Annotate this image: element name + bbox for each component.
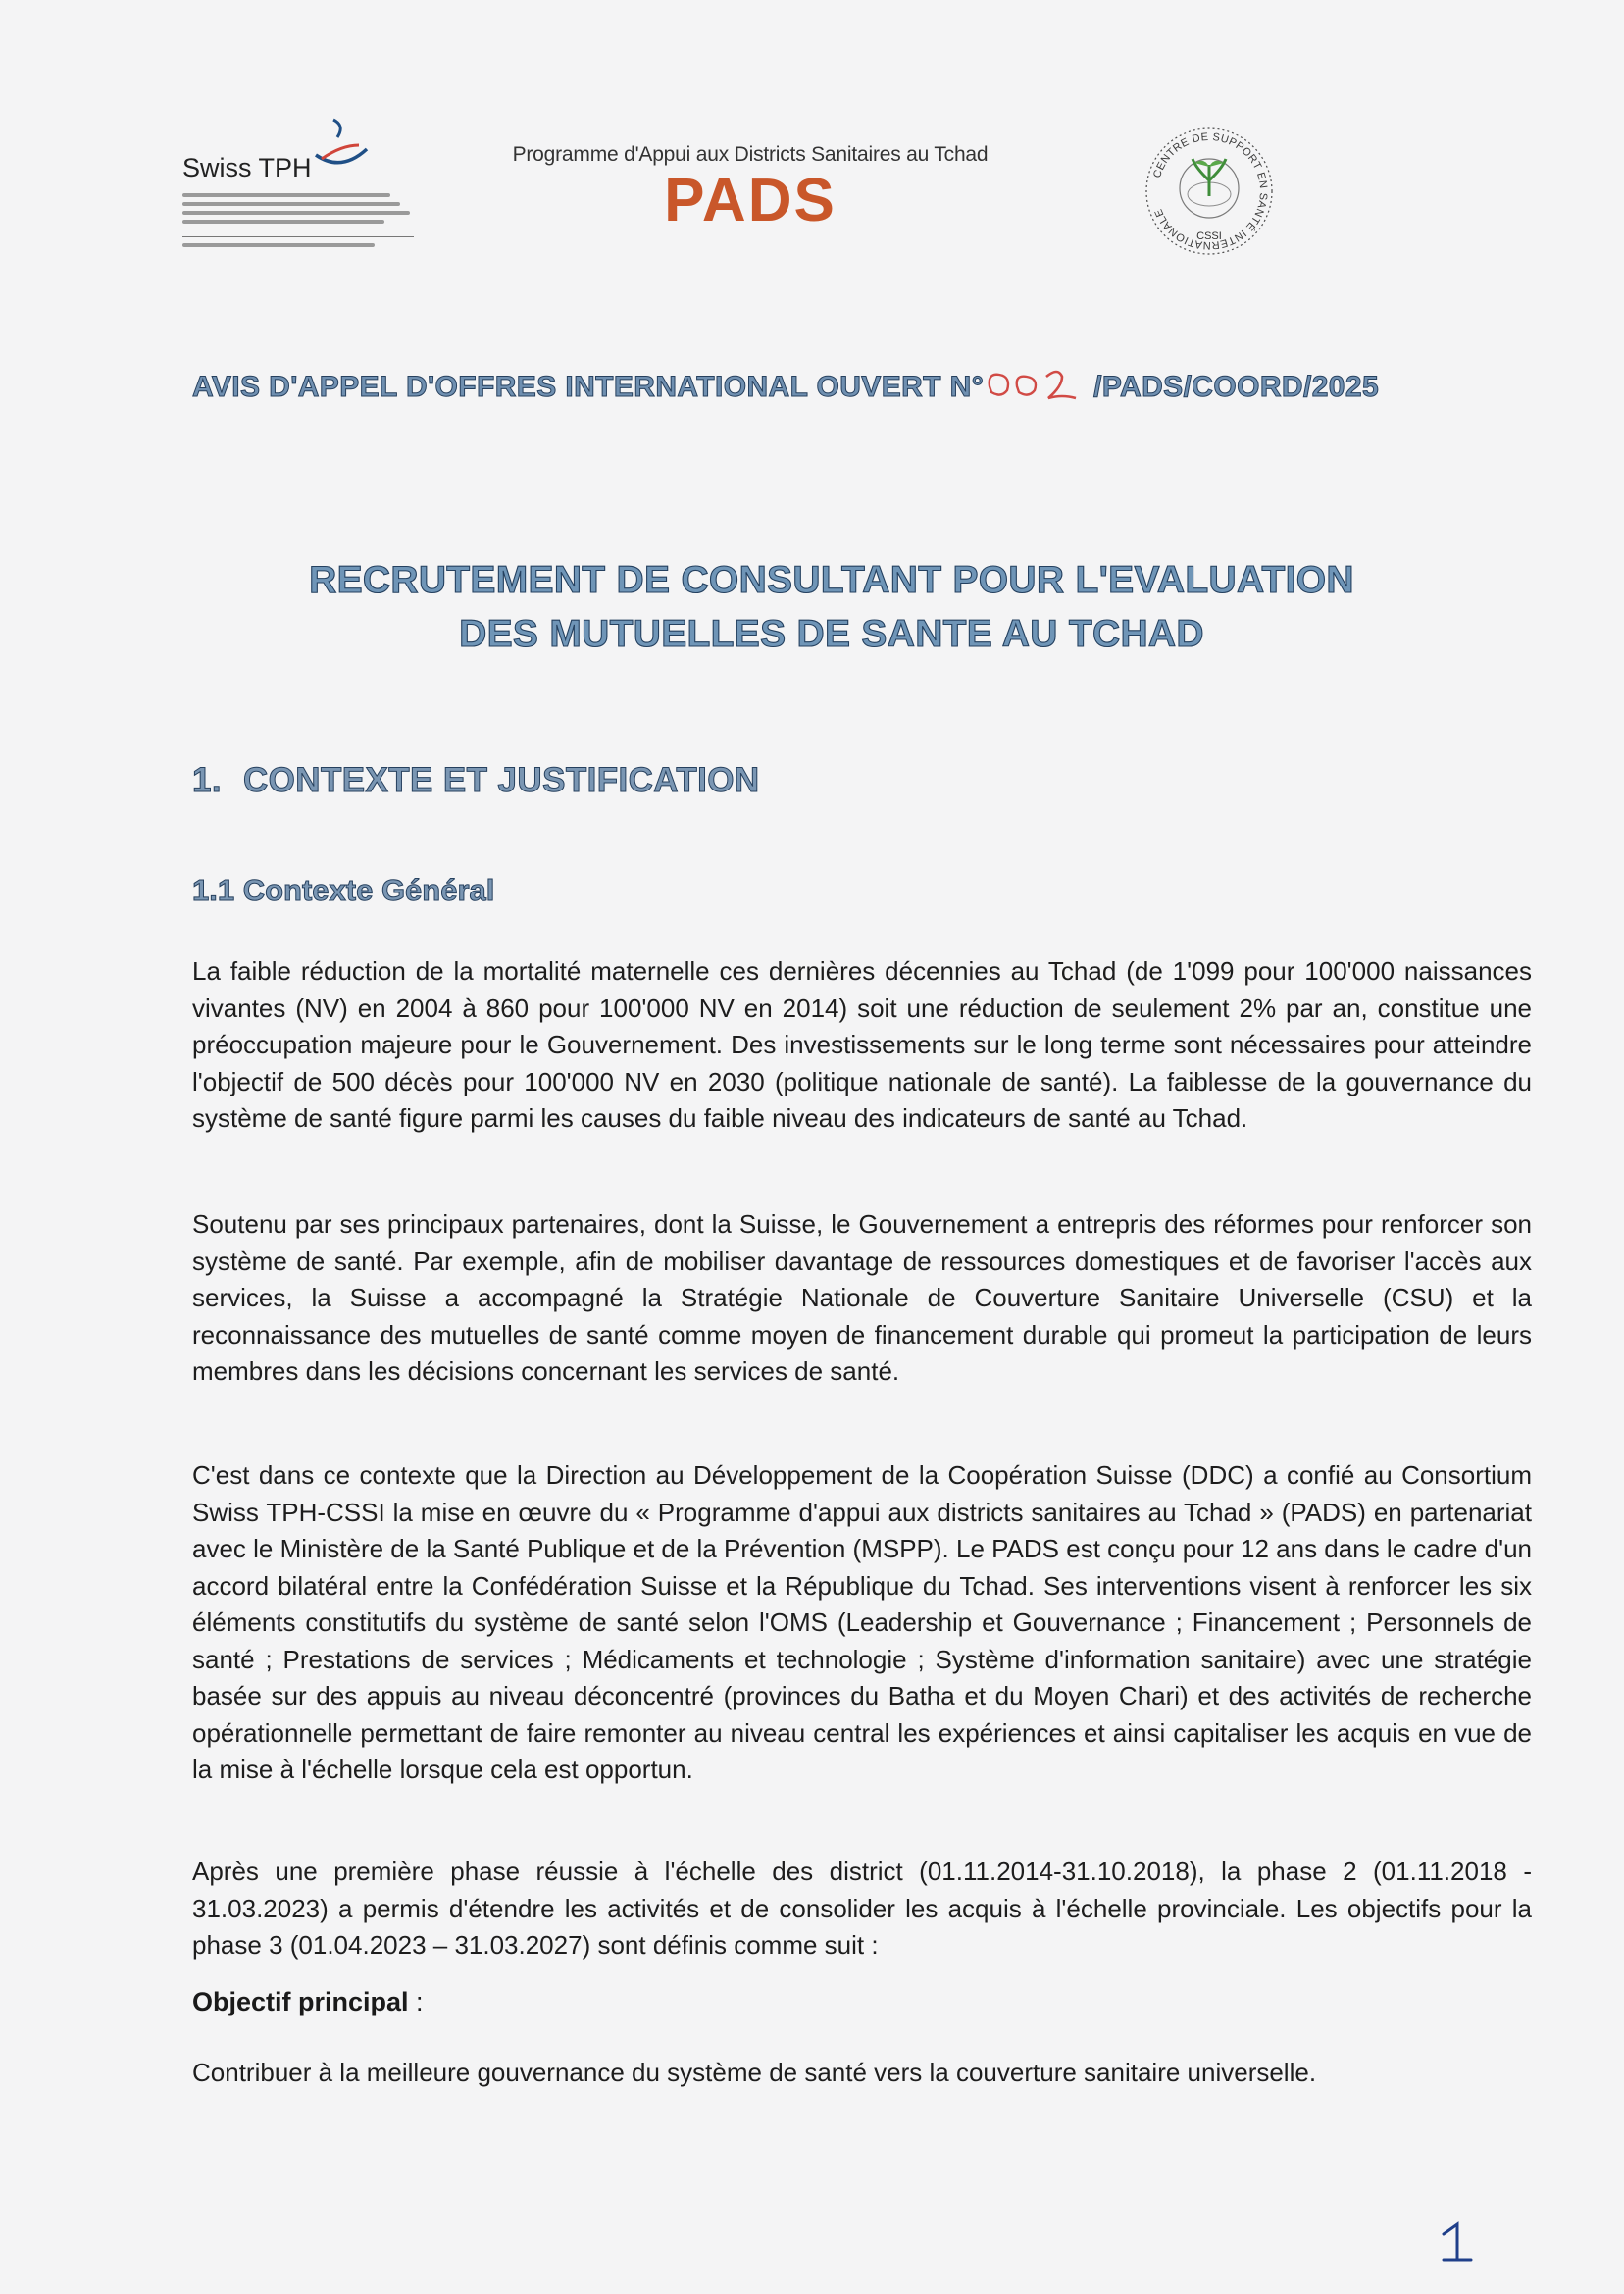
programme-name: Programme d'Appui aux Districts Sanitaires au Tchad — [512, 143, 989, 166]
section-title: CONTEXTE ET JUSTIFICATION — [243, 761, 760, 799]
tender-notice-suffix: /PADS/COORD/2025 — [1093, 371, 1380, 403]
body-paragraph: La faible réduction de la mortalité maternelle ces dernières décennies au Tchad (de 1'099 pour 100'000 naissances vivantes (NV) en 2004 à 860 pour 100'000 NV en 2014) soit une réduction de seulement 2% par an, constitue une préoccupation majeure pour le Gouvernement. Des investissements sur le long terme sont nécessaires pour atteindre l'objectif de 500 décès pour 100'000 NV en 2030 (politique nationale de santé). La faiblesse de la gouvernance du système de santé figure parmi les causes du faible niveau des indicateurs de santé au Tchad. — [192, 956, 1532, 1133]
programme-header — [461, 143, 1040, 235]
body-paragraph: Soutenu par ses principaux partenaires, dont la Suisse, le Gouvernement a entrepris des réformes pour renforcer son système de santé. Par exemple, afin de mobiliser davantage de ressources domestiques et de favoriser l'accès aux services, la Suisse a accompagné la Stratégie Nationale de Couverture Sanitaire Universelle (CSU) et la reconnaissance des mutuelles de santé comme moyen de financement durable qui promeut la participation de leurs membres dans les décisions concernant les services de santé. — [192, 1209, 1532, 1386]
svg-text:CENTRE DE SUPPORT EN SANTÉ INT: CENTRE DE SUPPORT EN SANTÉ INTERNATIONALE — [1150, 130, 1270, 252]
section-heading — [192, 761, 760, 800]
handwritten-number-mark — [984, 365, 1093, 404]
objective-colon: : — [408, 1987, 424, 2016]
body-paragraph: C'est dans ce contexte que la Direction au Développement de la Coopération Suisse (DDC) a confié au Consortium Swiss TPH-CSSI la mise en œuvre du « Programme d'appui aux districts sanitaires au Tchad » (PADS) en partenariat avec le Ministère de la Santé Publique et de la Prévention (MSPP). Le PADS est conçu pour 12 ans dans le cadre d'un accord bilatéral entre la Confédération Suisse et la République du Tchad. Ses interventions visent à renforcer les six éléments constitutifs du système de santé selon l'OMS (Leadership et Gouvernance ; Financement ; Personnels de santé ; Prestations de services ; Médicaments et technologie ; Système d'information sanitaire) avec une stratégie basée sur des appuis au niveau déconcentré (provinces du Batha et du Moyen Chari) et des activités de recherche opérationnelle permettant de faire remonter au niveau central les expériences et ainsi capitaliser les acquis en vue de la mise à l'échelle lorsque cela est opportun. — [192, 1460, 1532, 1784]
programme-acronym: PADS — [664, 167, 837, 234]
objective-label-line — [192, 1987, 424, 2017]
objective-text: Contribuer à la meilleure gouvernance du système de santé vers la couverture sanitaire universelle. — [192, 2058, 1317, 2087]
tph-subtitle-line — [182, 211, 410, 215]
tph-subtitle-line — [182, 220, 384, 224]
svg-text:CSSI: CSSI — [1196, 230, 1222, 242]
document-title — [118, 553, 1546, 661]
tender-notice-line — [192, 365, 1467, 404]
tender-notice-prefix: AVIS D'APPEL D'OFFRES INTERNATIONAL OUVERT N° — [192, 371, 985, 403]
document-title-line: RECRUTEMENT DE CONSULTANT POUR L'EVALUATION — [309, 559, 1354, 601]
tph-subtitle-line — [182, 193, 390, 197]
tph-divider — [182, 236, 414, 237]
body-paragraph: Après une première phase réussie à l'échelle des district (01.11.2014-31.10.2018), la phase 2 (01.11.2018 - 31.03.2023) a permis d'étendre les activités et de consolider les acquis à l'échelle provinciale. Les objectifs pour la phase 3 (01.04.2023 – 31.03.2027) sont définis comme suit : — [192, 1857, 1532, 1960]
subsection-heading: 1.1 Contexte Général — [192, 873, 495, 907]
tph-subtitle-line — [182, 243, 375, 247]
page-number — [1438, 2220, 1477, 2269]
swiss-tph-logo — [182, 116, 418, 258]
cssi-seal-logo — [1136, 118, 1283, 265]
tph-subtitle-line — [182, 202, 400, 206]
objective-label: Objectif principal — [192, 1987, 409, 2016]
swiss-tph-name: Swiss TPH — [182, 153, 312, 182]
swiss-tph-swoosh-icon — [312, 116, 371, 177]
document-title-line: DES MUTUELLES DE SANTE AU TCHAD — [459, 613, 1204, 655]
section-number: 1. — [192, 761, 222, 799]
